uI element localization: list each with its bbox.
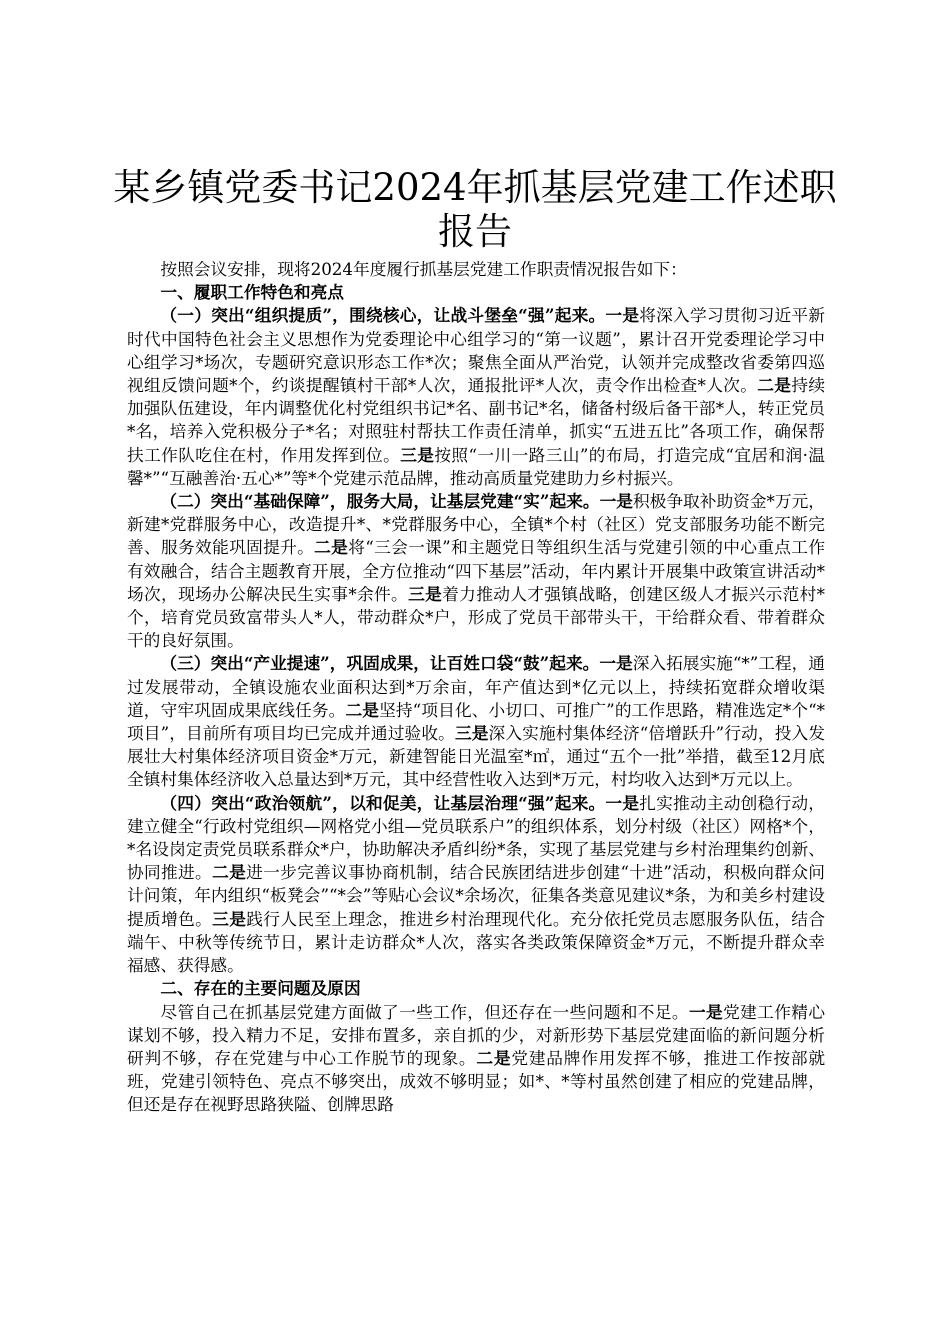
point-marker: 三是 bbox=[212, 908, 247, 929]
paragraph-text: 尽管自己在抓基层党建方面做了一些工作，但还存在一些问题和不足。 bbox=[160, 1001, 689, 1022]
paragraph-text: 党建品牌作用发挥不够，推进工作按部就班，党建引领特色、亮点不够突出，成效不够明显；如*、*等村虽然创建了相应的党建品牌，但还是存在视野思路狭隘、创牌思路 bbox=[127, 1047, 826, 1115]
paragraph-industry bbox=[127, 652, 825, 791]
paragraph-text: 践行人民至上理念，推进乡村治理现代化。充分依托党员志愿服务队伍，结合端午、中秋等传统节日，累计走访群众*人次，落实各类政策保障资金*万元，不断提升群众幸福感、获得感。 bbox=[127, 908, 826, 976]
paragraph-organization bbox=[127, 304, 825, 490]
point-marker: 三是 bbox=[400, 444, 435, 465]
section-heading-1: 一、履职工作特色和亮点 bbox=[160, 282, 344, 303]
point-marker: 二是 bbox=[314, 537, 349, 558]
paragraph-text: 进一步完善议事协商机制，结合民族团结进步创建“十进”活动，积极向群众问计问策，年内组织“板凳会”“*会”等贴心会议*余场次，征集各类意见建议*条，为和美乡村建设提质增色。 bbox=[127, 862, 825, 929]
paragraph-lead: （一）突出“组织提质”，围绕核心，让战斗堡垒“强”起来。一是 bbox=[160, 305, 640, 326]
paragraph-lead: （四）突出“政治领航”，以和促美，让基层治理“强”起来。一是 bbox=[160, 792, 640, 813]
paragraph-text: 深入实施村集体经济“倍增跃升”行动，投入发展壮大村集体经济项目资金*万元，新建智能日光温室*㎡，通过“五个一批”举措，截至12月底全镇村集体经济收入总量达到*万元，其中经营性收入达到*万元，村均收入达到*万元以上。 bbox=[127, 723, 826, 790]
paragraph-text: 党建工作精心谋划不够，投入精力不足，安排布置多，亲自抓的少，对新形势下基层党建面临的新问题分析研判不够，存在党建与中心工作脱节的现象。 bbox=[127, 1001, 826, 1068]
point-marker: 二是 bbox=[476, 1047, 512, 1068]
point-marker: 二是 bbox=[345, 699, 380, 720]
paragraph-text: 按照“一川一路三山”的布局，打造完成“宜居和润·温馨*”“互融善治·五心*”等*个党建示范品牌，推动高质量党建助力乡村振兴。 bbox=[127, 444, 825, 488]
paragraph-governance bbox=[127, 792, 825, 978]
paragraph-problems bbox=[127, 1001, 825, 1117]
paragraph-text: 着力推动人才强镇战略，创建区级人才振兴示范村*个，培育党员致富带头人*人，带动群众*户，形成了党员干部带头干，干给群众看、带着群众干的良好氛围。 bbox=[127, 583, 826, 651]
paragraph-text: 持续加强队伍建设，年内调整优化村党组织书记*名、副书记*名，储备村级后备干部*人，转正党员*名，培养入党积极分子*名；对照驻村帮扶工作责任清单，抓实“五进五比”各项工作，确保帮扶工作队吃住在村，作用发挥到位。 bbox=[127, 375, 826, 465]
document-body bbox=[127, 258, 825, 1117]
point-marker: 三是 bbox=[454, 723, 489, 744]
intro-paragraph: 按照会议安排，现将2024年度履行抓基层党建工作职责情况报告如下： bbox=[160, 259, 687, 279]
paragraph-text: 扎实推动主动创稳行动，建立健全“行政村党组织—网格党小组—党员联系户”的组织体系，划分村级（社区）网格*个，*名设岗定责党员联系群众*户，协助解决矛盾纠纷*条，实现了基层党建与乡村治理集约创新、协同推进。 bbox=[127, 792, 825, 883]
point-marker: 二是 bbox=[212, 862, 247, 883]
section-heading-2: 二、存在的主要问题及原因 bbox=[160, 978, 361, 999]
paragraph-lead: （三）突出“产业提速”，巩固成果，让百姓口袋“鼓”起来。一是 bbox=[160, 653, 633, 674]
paragraph-text: 将“三会一课”和主题党日等组织生活与党建引领的中心重点工作有效融合，结合主题教育开展，全方位推动“四下基层”活动，年内累计开展集中政策宣讲活动*场次，现场办公解决民生实事*余件。 bbox=[127, 537, 826, 604]
paragraph-text: 深入拓展实施“*”工程，通过发展带动，全镇设施农业面积达到*万余亩，年产值达到*亿元以上，持续拓宽群众增收渠道，守牢巩固成果底线任务。 bbox=[127, 653, 825, 720]
document-title: 某乡镇党委书记2024年抓基层党建工作述职报告 bbox=[113, 166, 837, 253]
paragraph-lead: （二）突出“基础保障”，服务大局，让基层党建“实”起来。一是 bbox=[160, 491, 633, 512]
paragraph-text: 坚持“项目化、小切口、可推广”的工作思路，精准选定*个“*项目”，目前所有项目均已完成并通过验收。 bbox=[127, 699, 826, 744]
paragraph-text: 将深入学习贯彻习近平新时代中国特色社会主义思想作为党委理论中心组学习的“第一议题”，累计召开党委理论学习中心组学习*场次，专题研究意识形态工作*次；聚焦全面从严治党，认领并完成整改省委第四巡视组反馈问题*个，约谈提醒镇村干部*人次，通报批评*人次，责令作出检查*人次。 bbox=[127, 305, 825, 396]
paragraph-text: 积极争取补助资金*万元，新建*党群服务中心，改造提升*、*党群服务中心，全镇*个村（社区）党支部服务功能不断完善、服务效能巩固提升。 bbox=[127, 491, 825, 558]
point-marker: 三是 bbox=[408, 583, 443, 604]
point-marker: 二是 bbox=[757, 375, 792, 396]
paragraph-foundation bbox=[127, 490, 825, 652]
point-marker: 一是 bbox=[688, 1001, 724, 1022]
